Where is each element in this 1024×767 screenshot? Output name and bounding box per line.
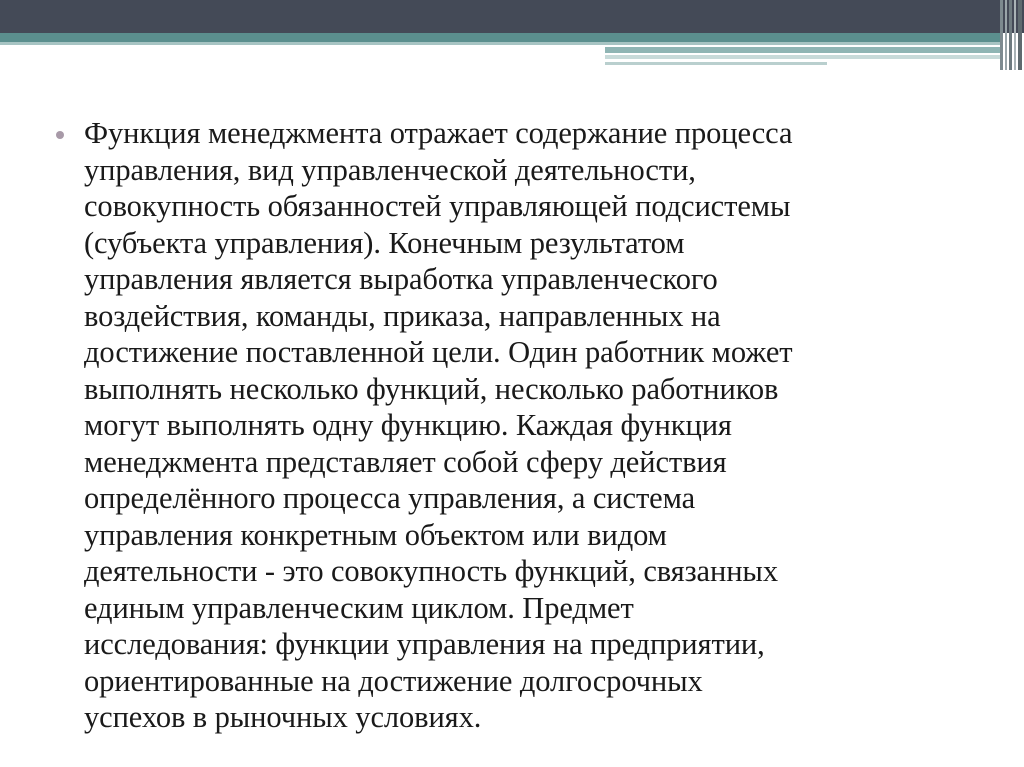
header-accent-bar xyxy=(0,33,1000,42)
text-line: управления конкретным объектом или видом xyxy=(84,517,667,552)
text-line: успехов в рыночных условиях. xyxy=(84,700,482,734)
header-accent-line xyxy=(0,42,1000,45)
text-line: (субъекта управления). Конечным результатом xyxy=(84,225,685,260)
edge-stripe xyxy=(1014,0,1016,70)
text-line: менеджмента представляет собой сферу действия xyxy=(84,444,727,479)
edge-stripe xyxy=(1000,0,1003,70)
edge-stripe xyxy=(1009,0,1012,70)
slide-body xyxy=(52,115,982,736)
text-line: исследования: функции управления на предприятии, xyxy=(84,627,765,661)
text-line: выполнять несколько функций, несколько работников xyxy=(84,371,779,406)
text-line: единым управленческим циклом. Предмет xyxy=(84,590,634,625)
text-line: совокупность обязанностей управляющей подсистемы xyxy=(84,189,791,223)
header-accent-strip xyxy=(605,47,1000,53)
header-band xyxy=(0,0,1024,33)
header-accent-strip xyxy=(605,62,827,65)
text-line: управления является выработка управленческого xyxy=(84,262,718,296)
bullet-text xyxy=(84,115,982,736)
text-line: воздействия, команды, приказа, направленных на xyxy=(84,298,721,333)
bullet-dot-icon xyxy=(56,131,64,139)
header-accent-strip xyxy=(605,55,1000,59)
text-line: достижение поставленной цели. Один работник может xyxy=(84,335,793,369)
text-line: управления, вид управленческой деятельности, xyxy=(84,152,696,187)
text-line: деятельности - это совокупность функций, связанных xyxy=(84,554,778,588)
edge-stripe xyxy=(1018,0,1022,70)
text-line: определённого процесса управления, а система xyxy=(84,481,696,515)
text-line: Функция менеджмента отражает содержание процесса xyxy=(84,116,793,150)
bullet-item xyxy=(52,115,982,736)
text-line: могут выполнять одну функцию. Каждая функция xyxy=(84,408,732,442)
edge-stripe xyxy=(1005,0,1007,70)
text-line: ориентированные на достижение долгосрочных xyxy=(84,663,703,698)
